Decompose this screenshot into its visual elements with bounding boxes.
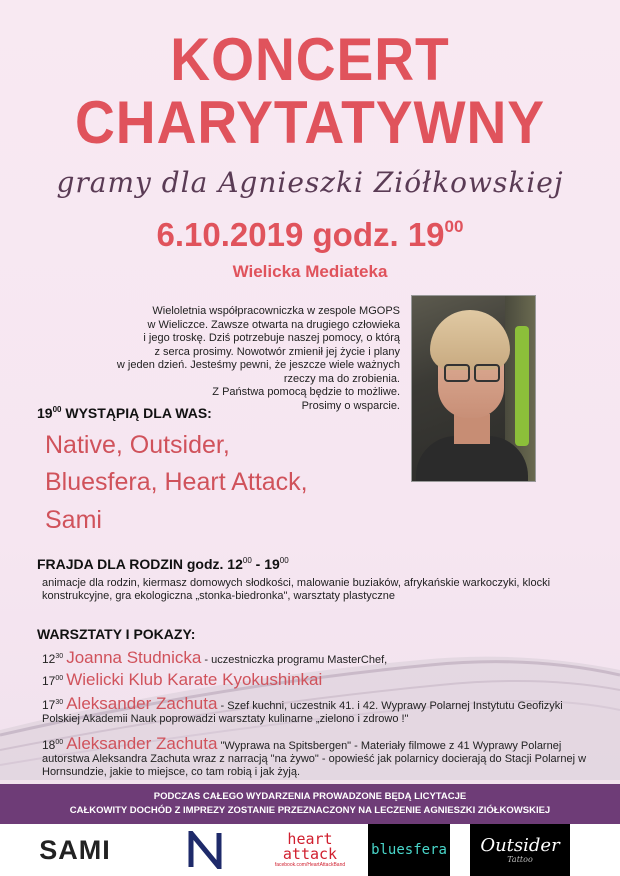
description-line: Wieloletnia współpracowniczka w zespole MGOPS <box>152 305 400 317</box>
event-time-sup: 30 <box>55 699 64 706</box>
heart-attack-url: facebook.com/HeartAttackBand <box>274 862 346 868</box>
event-time-sup: 00 <box>55 739 64 746</box>
event-desc: - Szef kuchni, uczestnik 41. i 42. Wyprawy Polarnej Instytutu Geofizyki Polskiej Akademii Nauk poprowadzi warsztaty kulinarne „zielono i zdrowo !" <box>42 700 563 725</box>
date-sup: 00 <box>444 217 464 236</box>
event-date <box>0 216 620 254</box>
event-desc: - uczestniczka programu MasterChef, <box>201 654 388 666</box>
event-name: Aleksander Zachuta <box>66 694 218 713</box>
event-time-sup: 00 <box>55 675 64 682</box>
event-name: Wielicki Klub Karate Kyokushinkai <box>66 670 323 689</box>
native-logo <box>180 824 230 876</box>
workshops-label: WARSZTATY I POKAZY: <box>37 626 196 642</box>
performers-time: 19 <box>37 405 53 421</box>
photo-glasses <box>442 364 500 380</box>
description-line: Z Państwa pomocą będzie to możliwe. <box>212 386 400 398</box>
bluesfera-logo <box>368 824 450 876</box>
description-line: w jeden dzień. Jesteśmy pewni, że jeszcze wiele ważnych <box>116 359 400 371</box>
sponsor-logos <box>0 824 620 876</box>
native-n-icon <box>188 831 222 869</box>
family-heading <box>37 556 289 572</box>
portrait-photo <box>411 295 536 482</box>
event-time: 18 <box>42 738 56 752</box>
event-time: 17 <box>42 674 56 688</box>
title-line1: KONCERT <box>170 26 450 93</box>
workshop-event <box>42 696 602 726</box>
footer-line2: CAŁKOWITY DOCHÓD Z IMPREZY ZOSTANIE PRZEZNACZONY NA LECZENIE AGNIESZKI ZIÓŁKOWSKIEJ <box>69 805 551 816</box>
performers-line: Native, Outsider, <box>45 431 230 459</box>
subtitle: gramy dla Agnieszki Ziółkowskiej <box>56 166 564 199</box>
event-time: 12 <box>42 652 56 666</box>
footer-line1: PODCZAS CAŁEGO WYDARZENIA PROWADZONE BĘDĄ LICYTACJE <box>153 791 467 802</box>
performers-label-text: WYSTĄPIĄ DLA WAS: <box>61 405 212 421</box>
workshop-event <box>42 650 602 667</box>
family-end: - 19 <box>251 556 280 572</box>
family-label: FRAJDA DLA RODZIN <box>37 556 183 572</box>
description-line: Prosimy o wsparcie. <box>301 399 400 412</box>
sami-logo: SAMI <box>39 834 111 865</box>
description-line: w Wieliczce. Zawsze otwarta na drugiego człowieka <box>147 318 400 331</box>
venue: Wielicka Mediateka <box>232 262 388 281</box>
performers-time-sup: 00 <box>52 405 62 414</box>
heart-text: heart <box>287 830 333 848</box>
description-line: rzeczy ma do zrobienia. <box>283 372 400 385</box>
photo-neck <box>454 414 490 444</box>
outsider-sub-text: Tattoo <box>507 854 533 864</box>
description-line: z serca prosimy. Nowotwór zmienił jej życie i plany <box>154 345 400 358</box>
event-time-sup: 30 <box>55 653 64 660</box>
date-text: 6.10.2019 godz. 19 <box>156 216 445 253</box>
family-start-sup: 00 <box>242 556 252 565</box>
performers-line: Sami <box>45 506 102 534</box>
event-time: 17 <box>42 698 56 712</box>
event-desc: "Wyprawa na Spitsbergen" - Materiały filmowe z 41 Wyprawy Polarnej autorstwa Aleksandra Zachuta wraz z narracją "na żywo" - opowieść jak polarnicy docierają do Stacji Polarnej w Hornsundzie, jakie to miejsce, co tam robią i jak żyją. <box>42 740 587 778</box>
footer-banner <box>0 784 620 824</box>
event-name: Aleksander Zachuta <box>66 734 218 753</box>
title-line2: CHARYTATYWNY <box>75 89 545 156</box>
workshop-event <box>42 672 602 689</box>
outsider-logo <box>470 824 570 876</box>
photo-coat <box>515 326 529 446</box>
workshop-event <box>42 736 602 779</box>
family-activities: animacje dla rodzin, kiermasz domowych słodkości, malowanie buziaków, afrykańskie warkoczyki, klocki konstrukcyjne, gra ekologiczna „stonka-biedronka", warsztaty plastyczne <box>42 577 551 602</box>
performers-label <box>37 405 212 421</box>
attack-text: attack <box>282 845 338 863</box>
description <box>100 305 400 413</box>
heart-attack-logo <box>270 824 350 876</box>
family-time: godz. 12 <box>182 556 243 572</box>
performers-line: Bluesfera, Heart Attack, <box>45 468 308 496</box>
photo-hair <box>430 310 510 370</box>
family-end-sup: 00 <box>279 556 289 565</box>
bluesfera-text: bluesfera <box>371 842 447 858</box>
event-name: Joanna Studnicka <box>66 648 202 667</box>
description-line: i jego troskę. Dziś potrzebuje naszej pomocy, o którą <box>143 332 400 344</box>
outsider-text: Outsider <box>480 834 560 856</box>
